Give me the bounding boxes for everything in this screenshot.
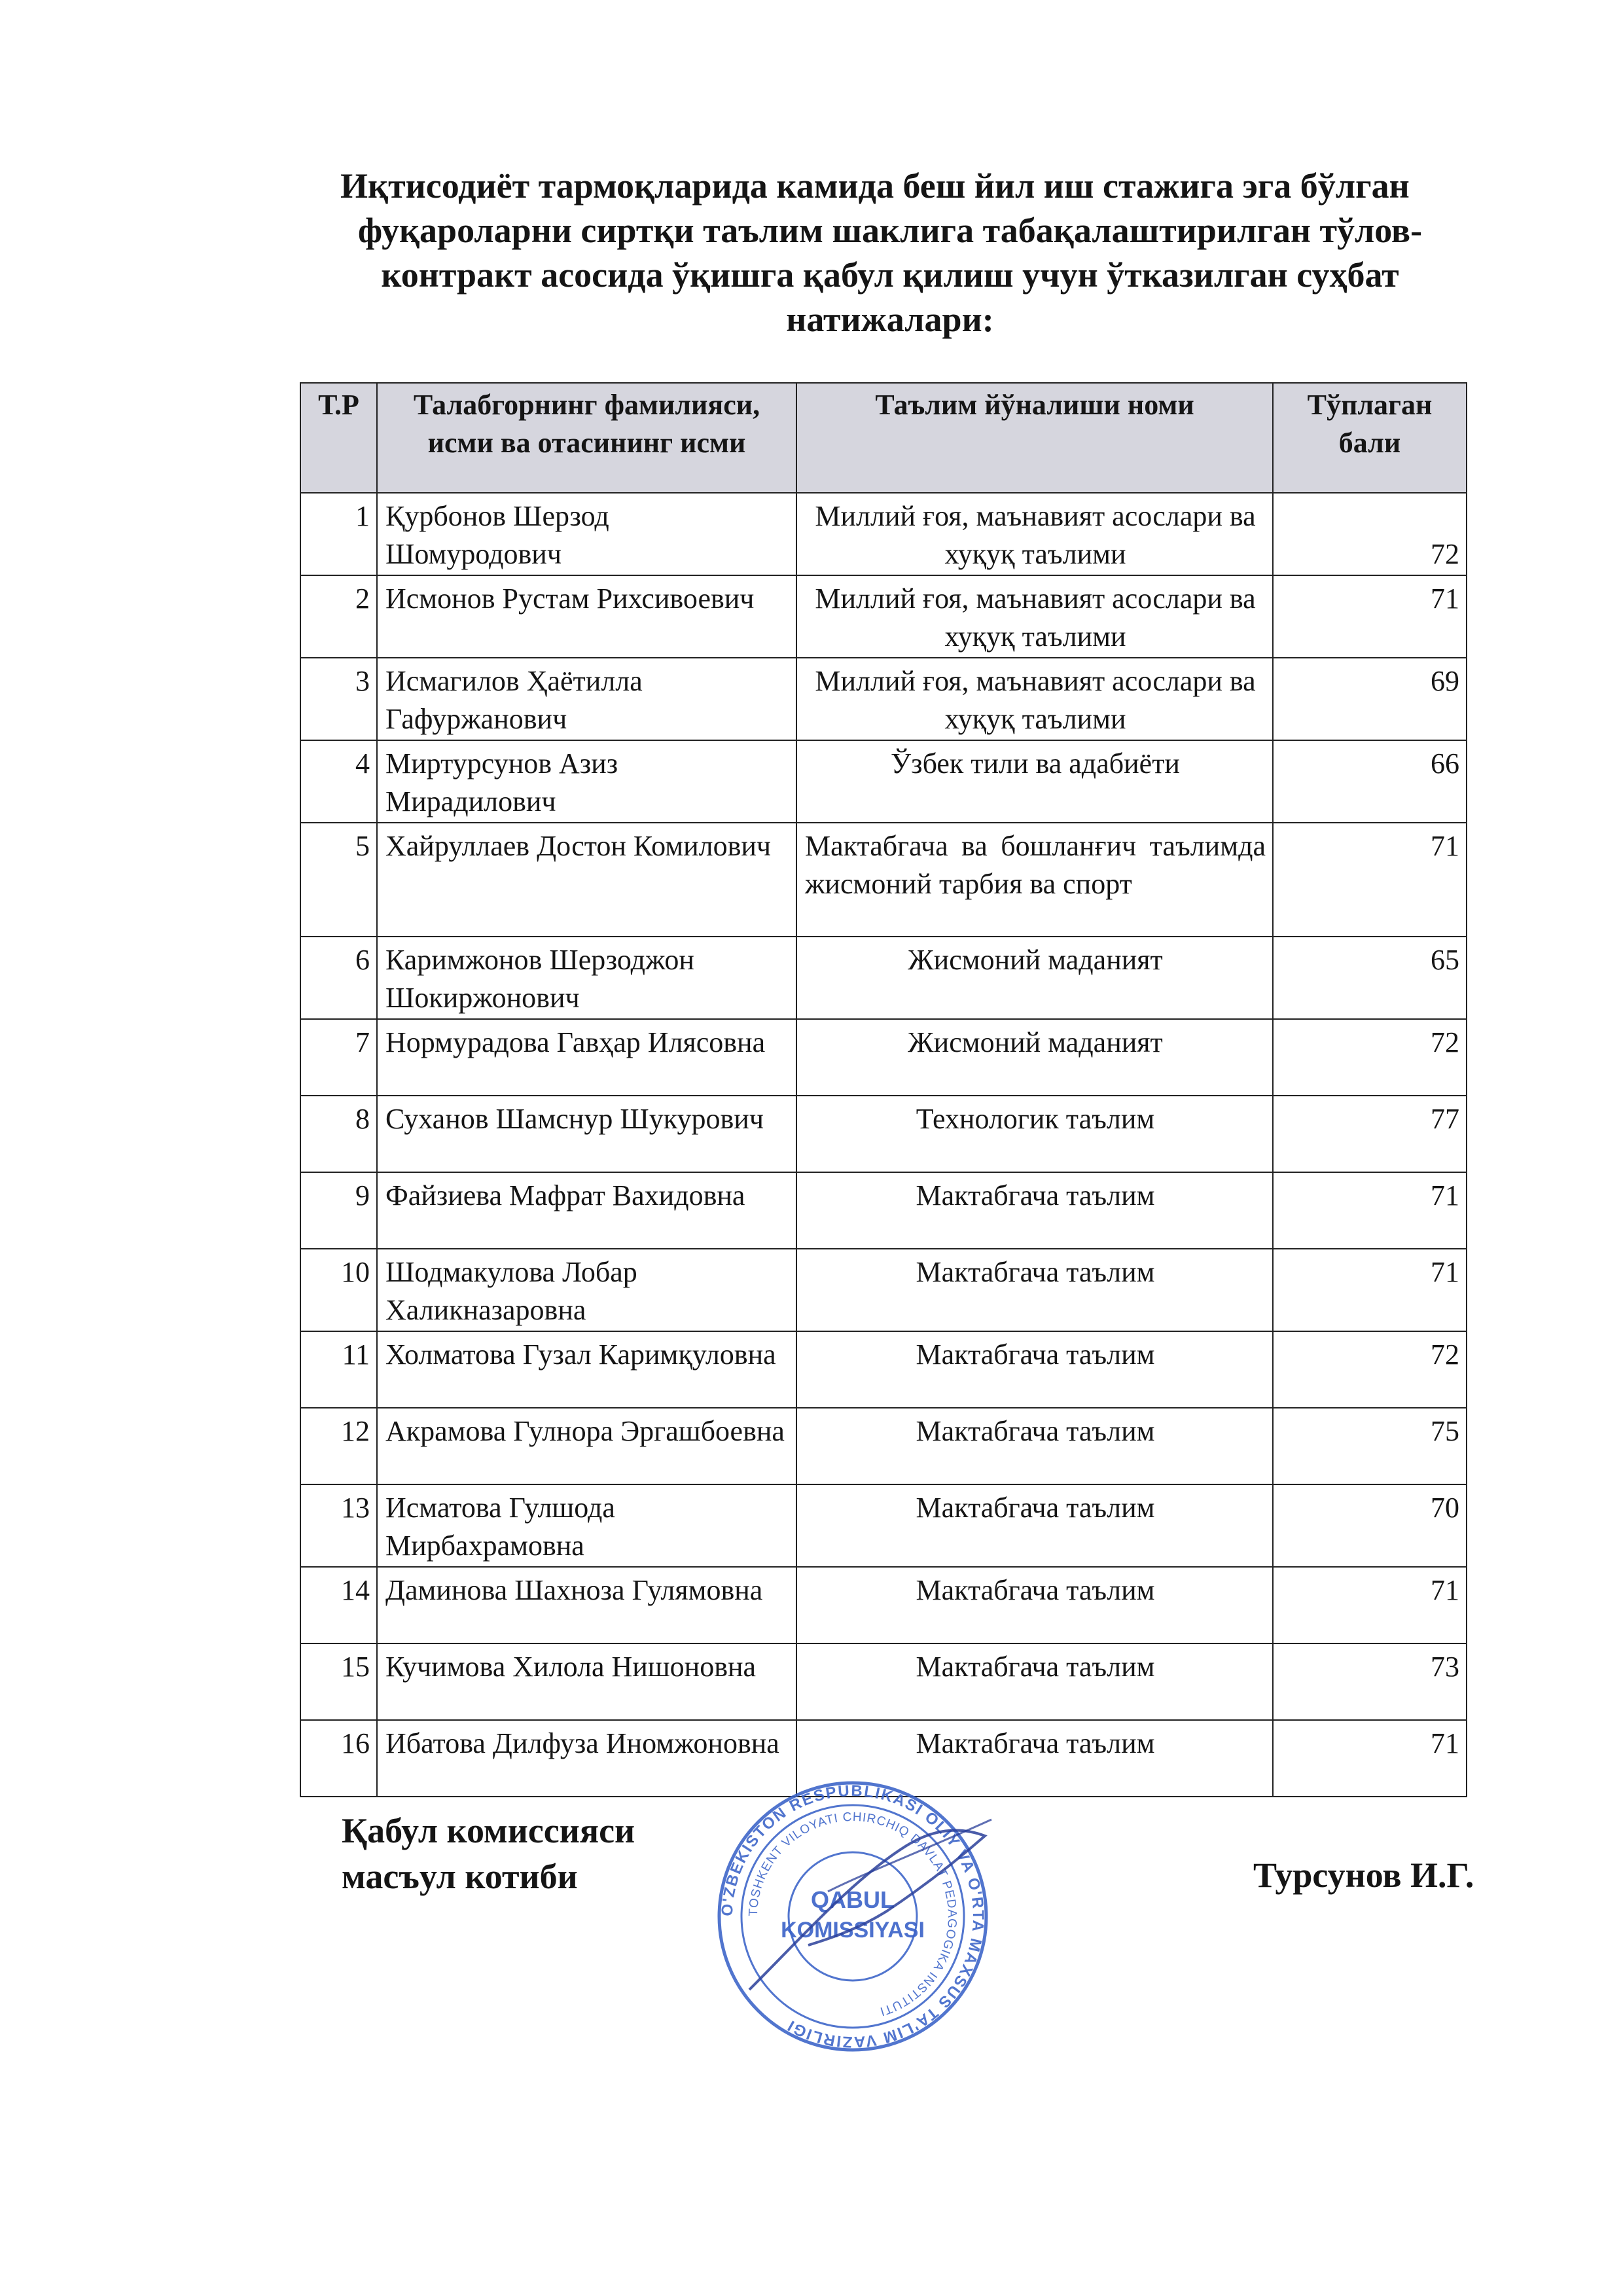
applicant-name: Исмагилов Ҳаётилла Гафуржанович — [377, 658, 796, 740]
score-value: 65 — [1273, 937, 1467, 1019]
stamp-inner-ring — [741, 1805, 964, 2028]
score-value: 72 — [1273, 1331, 1467, 1408]
title-line: фуқароларни сиртқи таълим шаклига табақалаштирилган тўлов- — [357, 211, 1423, 250]
row-number: 4 — [300, 740, 377, 823]
row-number: 13 — [300, 1484, 377, 1567]
table-row — [300, 823, 1467, 937]
title-line: Иқтисодиёт тармоқларида камида беш йил иш стажига эга бўлган — [340, 166, 1410, 206]
row-number: 16 — [300, 1720, 377, 1797]
program-name: Миллий ғоя, маънавият асослари ва хуқуқ таълими — [796, 575, 1273, 658]
score-value: 72 — [1273, 493, 1467, 575]
table-row — [300, 1643, 1467, 1720]
stamp-center-subtitle: KOMISSIYASI — [781, 1918, 925, 1943]
applicant-name: Миртурсунов Азиз Мирадилович — [377, 740, 796, 823]
table-row — [300, 1408, 1467, 1484]
program-name: Мактабгача таълим — [796, 1643, 1273, 1720]
score-value: 71 — [1273, 1249, 1467, 1331]
official-stamp — [710, 1774, 1005, 2055]
applicant-name: Исмонов Рустам Рихсивоевич — [377, 575, 796, 658]
title-line: натижалари: — [786, 300, 994, 339]
score-value: 71 — [1273, 1172, 1467, 1249]
program-name: Мактабгача таълим — [796, 1484, 1273, 1567]
applicant-name: Хайруллаев Достон Комилович — [377, 823, 796, 937]
position-line: масъул котиби — [342, 1857, 578, 1896]
row-number: 11 — [300, 1331, 377, 1408]
row-number: 14 — [300, 1567, 377, 1643]
applicant-name: Каримжонов Шерзоджон Шокиржонович — [377, 937, 796, 1019]
row-number: 6 — [300, 937, 377, 1019]
score-value: 71 — [1273, 1720, 1467, 1797]
stamp-inner-text: TOSHKENT VILOYATI CHIRCHIQ DAVLAT PEDAGOGIKA INSTITUTI — [746, 1810, 959, 2018]
stamp-outer-text: O'ZBEKISTON RESPUBLIKASI OLIY VA O'RTA MAXSUS TA'LIM VAZIRLIGI — [718, 1782, 988, 2051]
position-line: Қабул комиссияси — [342, 1811, 635, 1850]
document-title — [275, 164, 1505, 342]
applicant-name: Нормурадова Гавҳар Илясовна — [377, 1019, 796, 1096]
program-name: Технологик таълим — [796, 1096, 1273, 1172]
program-name: Миллий ғоя, маънавият асослари ва хуқуқ таълими — [796, 493, 1273, 575]
program-name: Ўзбек тили ва адабиёти — [796, 740, 1273, 823]
program-name: Миллий ғоя, маънавият асослари ва хуқуқ таълими — [796, 658, 1273, 740]
score-value: 77 — [1273, 1096, 1467, 1172]
signatory-name: Турсунов И.Г. — [1253, 1856, 1474, 1895]
program-name: Жисмоний маданият — [796, 937, 1273, 1019]
score-value: 72 — [1273, 1019, 1467, 1096]
header-direction: Таълим йўналиши номи — [796, 383, 1273, 493]
row-number: 2 — [300, 575, 377, 658]
stamp-center-title: QABUL — [811, 1886, 895, 1913]
stamp-center-ring — [789, 1852, 917, 1981]
applicant-name: Файзиева Мафрат Вахидовна — [377, 1172, 796, 1249]
program-name: Мактабгача ва бошланғич таълимда жисмоний тарбия ва спорт — [796, 823, 1273, 937]
row-number: 3 — [300, 658, 377, 740]
table-row — [300, 937, 1467, 1019]
applicant-name: Холматова Гузал Каримқуловна — [377, 1331, 796, 1408]
applicant-name: Шодмакулова Лобар Халикназаровна — [377, 1249, 796, 1331]
table-row — [300, 658, 1467, 740]
table-row — [300, 1249, 1467, 1331]
table-row — [300, 1484, 1467, 1567]
score-value: 73 — [1273, 1643, 1467, 1720]
program-name: Мактабгача таълим — [796, 1720, 1273, 1797]
table-row — [300, 493, 1467, 575]
program-name: Мактабгача таълим — [796, 1249, 1273, 1331]
row-number: 15 — [300, 1643, 377, 1720]
score-value: 71 — [1273, 823, 1467, 937]
title-line: контракт асосида ўқишга қабул қилиш учун ўтказилган суҳбат — [381, 255, 1399, 295]
commission-position — [342, 1808, 635, 1899]
row-number: 12 — [300, 1408, 377, 1484]
program-name: Мактабгача таълим — [796, 1331, 1273, 1408]
header-score: Тўплаган бали — [1273, 383, 1467, 493]
program-name: Жисмоний маданият — [796, 1019, 1273, 1096]
applicant-name: Исматова Гулшода Мирбахрамовна — [377, 1484, 796, 1567]
applicant-name: Суханов Шамснур Шукурович — [377, 1096, 796, 1172]
row-number: 8 — [300, 1096, 377, 1172]
header-name: Талабгорнинг фамилияси, исми ва отасининг исми — [377, 383, 796, 493]
score-value: 69 — [1273, 658, 1467, 740]
header-number: Т.Р — [300, 383, 377, 493]
row-number: 5 — [300, 823, 377, 937]
score-value: 66 — [1273, 740, 1467, 823]
score-value: 71 — [1273, 1567, 1467, 1643]
table-row — [300, 575, 1467, 658]
row-number: 1 — [300, 493, 377, 575]
table-row — [300, 1019, 1467, 1096]
applicant-name: Ибатова Дилфуза Иномжоновна — [377, 1720, 796, 1797]
table-row — [300, 1096, 1467, 1172]
table-row — [300, 1172, 1467, 1249]
applicant-name: Акрамова Гулнора Эргашбоевна — [377, 1408, 796, 1484]
row-number: 10 — [300, 1249, 377, 1331]
results-table — [300, 382, 1467, 1797]
table-row — [300, 740, 1467, 823]
score-value: 70 — [1273, 1484, 1467, 1567]
score-value: 75 — [1273, 1408, 1467, 1484]
score-value: 71 — [1273, 575, 1467, 658]
table-header-row — [300, 383, 1467, 493]
row-number: 9 — [300, 1172, 377, 1249]
table-row — [300, 1567, 1467, 1643]
program-name: Мактабгача таълим — [796, 1172, 1273, 1249]
program-name: Мактабгача таълим — [796, 1567, 1273, 1643]
applicant-name: Даминова Шахноза Гулямовна — [377, 1567, 796, 1643]
program-name: Мактабгача таълим — [796, 1408, 1273, 1484]
applicant-name: Кучимова Хилола Нишоновна — [377, 1643, 796, 1720]
table-row — [300, 1331, 1467, 1408]
applicant-name: Қурбонов Шерзод Шомуродович — [377, 493, 796, 575]
row-number: 7 — [300, 1019, 377, 1096]
